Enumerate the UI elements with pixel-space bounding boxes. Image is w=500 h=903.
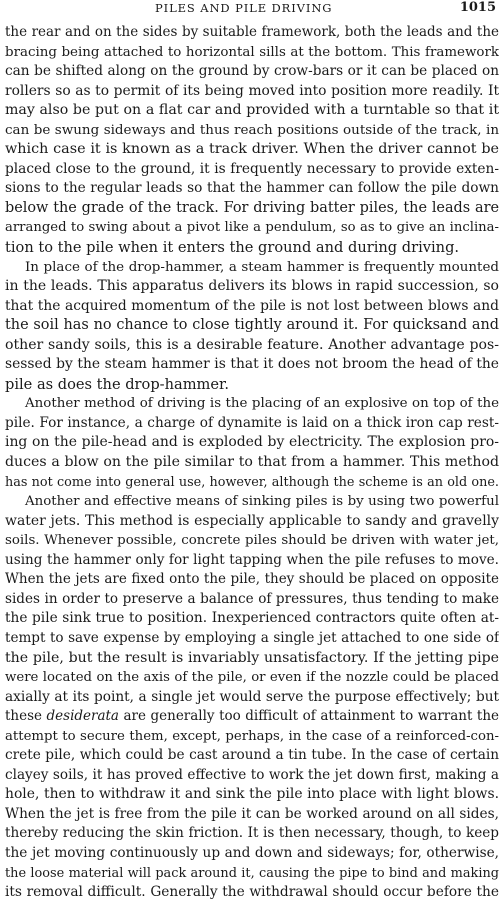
- text-line: were located on the axis of the pile, or even if the nozzle could be placed: [5, 670, 499, 686]
- paragraph-first-line: In place of the drop-hammer, a steam hammer is frequently mounted: [25, 259, 499, 275]
- text-line: sides in order to preserve a balance of pressures, thus tending to make: [5, 590, 499, 607]
- text-line: pile as does the drop-hammer.: [5, 375, 230, 393]
- running-title: PILES AND PILE DRIVING: [155, 1, 333, 15]
- text-line: placed close to the ground, it is frequently necessary to provide exten-: [5, 160, 499, 177]
- text-line: its removal difficult. Generally the withdrawal should occur before the: [5, 884, 499, 901]
- text-line: the rear and on the sides by suitable framework, both the leads and the: [5, 24, 499, 40]
- text-line: can be shifted along on the ground by crow-bars or it can be placed on: [5, 63, 499, 80]
- text-line: pile. For instance, a charge of dynamite is laid on a thick iron cap rest-: [5, 414, 499, 431]
- text-line: the soil has no chance to close tightly around it. For quicksand and: [5, 317, 499, 334]
- text-line: crete pile, which could be cast around a tin tube. In the case of certain: [5, 747, 499, 764]
- text-line: in the leads. This apparatus delivers its blows in rapid succession, so: [5, 278, 499, 295]
- text-line: can be swung sideways and thus reach positions outside of the track, in: [5, 121, 499, 138]
- text-line: sions to the regular leads so that the hammer can follow the pile down: [5, 180, 499, 197]
- paragraph-first-line: Another method of driving is the placing of an explosive on top of the: [25, 396, 499, 412]
- text-line: water jets. This method is especially applicable to sandy and gravelly: [5, 512, 499, 529]
- text-line: When the jet is free from the pile it can be worked around on all sides,: [5, 805, 499, 822]
- body-text: [5, 23, 499, 903]
- text-line: clayey soils, it has proved effective to work the jet down first, making a: [5, 766, 499, 783]
- text-line: tion to the pile when it enters the ground and during driving.: [5, 239, 460, 257]
- text-line: bracing being attached to horizontal sills at the bottom. This framework: [5, 44, 499, 60]
- text-line: thereby reducing the skin friction. It is then necessary, though, to keep: [5, 825, 499, 842]
- text-line: may also be put on a flat car and provided with a turntable so that it: [5, 102, 499, 119]
- text-line: below the grade of the track. For driving batter piles, the leads are: [5, 199, 499, 216]
- page-number: 1015: [459, 0, 496, 15]
- text-line: the pile sink true to position. Inexperienced contractors quite often at-: [5, 610, 499, 627]
- text-line: hole, then to withdraw it and sink the pile into place with light blows.: [5, 786, 499, 803]
- text-line: which case it is known as a track driver. When the driver cannot be: [5, 141, 499, 158]
- paragraph-first-line: Another and effective means of sinking piles is by using two powerful: [25, 494, 499, 510]
- text-line: tempt to save expense by employing a single jet attached to one side of: [5, 629, 499, 646]
- text-line: has not come into general use, however, although the scheme is an old one.: [5, 474, 499, 490]
- text-line: that the acquired momentum of the pile is not lost between blows and: [5, 297, 499, 314]
- text-line: attempt to secure them, except, perhaps, in the case of a reinforced-con-: [5, 728, 499, 744]
- italic-term: desiderata: [46, 708, 119, 725]
- text-line: When the jets are fixed onto the pile, they should be placed on opposite: [5, 571, 499, 588]
- text-line: axially at its point, a single jet would serve the purpose effectively; but: [5, 688, 499, 705]
- text-line: using the hammer only for light tapping when the pile refuses to move.: [5, 551, 499, 568]
- text-line: the loose material will pack around it, causing the pipe to bind and making: [5, 865, 499, 881]
- text-line: other sandy soils, this is a desirable feature. Another advantage pos-: [5, 336, 499, 353]
- running-head: [0, 0, 500, 20]
- text-line: the pile, but the result is invariably unsatisfactory. If the jetting pipe: [5, 649, 499, 666]
- text-line-with-italic: [5, 707, 499, 727]
- text-line: duces a blow on the pile similar to that from a hammer. This method: [5, 454, 499, 471]
- text-line: soils. Whenever possible, concrete piles should be driven with water jet,: [5, 533, 499, 549]
- text-line: sessed by the steam hammer is that it does not broom the head of the: [5, 356, 499, 373]
- text-line: ing on the pile-head and is exploded by electricity. The explosion pro-: [5, 434, 499, 451]
- text-line: rollers so as to permit of its being moved into position more readily. It: [5, 82, 499, 99]
- text-run: are generally too difficult of attainment to warrant the: [118, 708, 499, 725]
- text-run: these: [5, 708, 47, 725]
- text-line: arranged to swing about a pivot like a pendulum, so as to give an inclina-: [5, 220, 499, 236]
- text-line: the jet moving continuously up and down and sideways; for, otherwise,: [5, 844, 499, 861]
